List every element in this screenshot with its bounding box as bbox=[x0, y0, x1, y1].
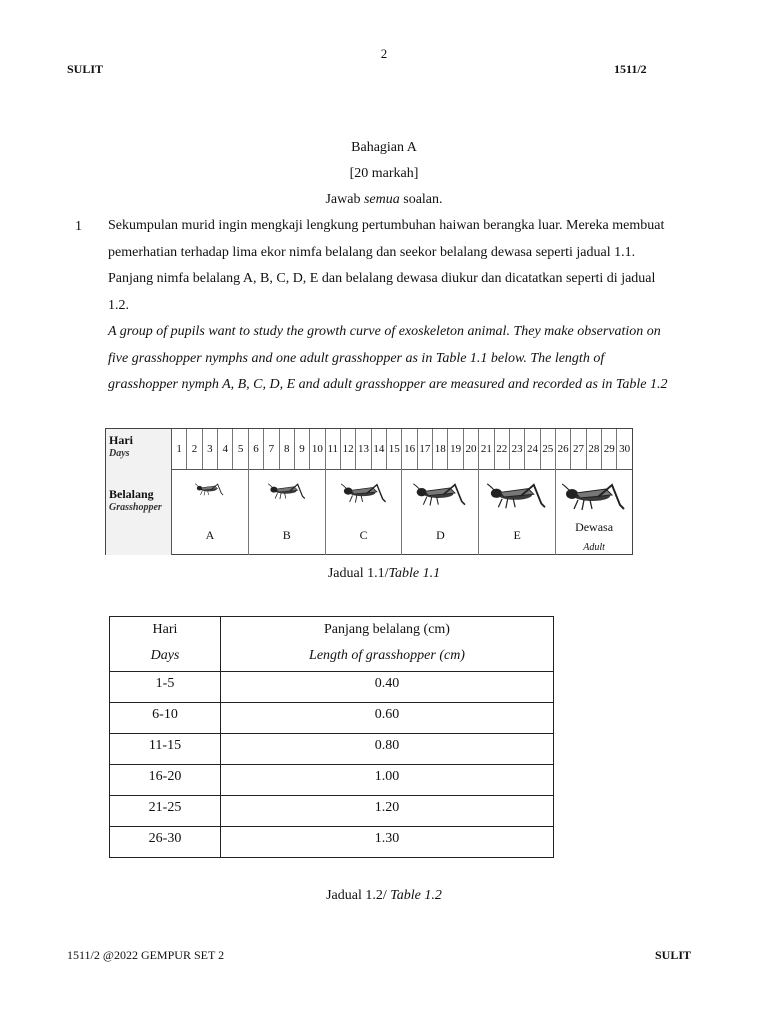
section-instruction: Jawab semua soalan. bbox=[325, 192, 443, 207]
table-row bbox=[110, 765, 554, 796]
grasshopper-icon bbox=[487, 469, 547, 516]
days-cell: 21-25 bbox=[110, 796, 221, 827]
day-cell: 24 bbox=[525, 429, 540, 469]
page-number: 2 bbox=[380, 46, 388, 61]
grasshopper-group bbox=[172, 469, 249, 555]
grasshopper-groups bbox=[172, 469, 632, 555]
english-line: A group of pupils want to study the growth curve of exoskeleton animal. They make observation on bbox=[108, 324, 661, 339]
days-cell: 6-10 bbox=[110, 703, 221, 734]
day-cell: 19 bbox=[448, 429, 463, 469]
day-cell: 7 bbox=[264, 429, 279, 469]
grasshopper-group bbox=[479, 469, 556, 555]
table-row bbox=[110, 672, 554, 703]
table-header-row bbox=[110, 617, 554, 672]
grasshopper-label: Dewasa bbox=[575, 520, 614, 534]
grasshopper-icon bbox=[268, 469, 306, 506]
footer-classification: SULIT bbox=[655, 948, 692, 962]
day-cell: 16 bbox=[402, 429, 417, 469]
day-cell: 6 bbox=[249, 429, 264, 469]
grasshopper-row-label: Belalang Grasshopper bbox=[106, 469, 172, 555]
days-row-label: Hari Days bbox=[106, 429, 172, 469]
grasshopper-icon bbox=[562, 469, 626, 518]
grasshopper-label-english: Adult bbox=[583, 542, 605, 553]
footer-code: 1511/2 @2022 GEMPUR SET 2 bbox=[67, 948, 225, 962]
grasshopper-row bbox=[106, 469, 632, 555]
day-cell: 8 bbox=[280, 429, 295, 469]
section-marks: [20 markah] bbox=[349, 166, 419, 181]
day-cell: 10 bbox=[310, 429, 325, 469]
length-cell: 1.20 bbox=[221, 796, 554, 827]
table-1-1-caption: Jadual 1.1/Table 1.1 bbox=[327, 566, 441, 581]
day-cell: 14 bbox=[372, 429, 387, 469]
day-cells bbox=[172, 429, 632, 469]
day-cell: 30 bbox=[619, 443, 631, 455]
table-row bbox=[110, 734, 554, 765]
grasshopper-icon bbox=[413, 469, 467, 513]
day-cell: 3 bbox=[203, 429, 218, 469]
col-days-header: Hari Days bbox=[110, 617, 221, 672]
malay-line: Sekumpulan murid ingin mengkaji lengkung pertumbuhan haiwan berangka luar. Mereka membuat bbox=[108, 218, 665, 233]
day-cell: 13 bbox=[356, 429, 371, 469]
grasshopper-group bbox=[326, 469, 403, 555]
table-1-1 bbox=[105, 428, 633, 555]
day-cell: 23 bbox=[510, 429, 525, 469]
days-row bbox=[106, 429, 632, 470]
day-cell: 26 bbox=[556, 429, 571, 469]
grasshopper-icon bbox=[341, 469, 387, 510]
day-cell: 18 bbox=[433, 429, 448, 469]
header-classification: SULIT bbox=[67, 62, 104, 76]
grasshopper-group bbox=[249, 469, 326, 555]
table-row bbox=[110, 827, 554, 858]
english-line: grasshopper nymph A, B, C, D, E and adult grasshopper are measured and recorded as in Table 1.2 bbox=[108, 377, 668, 392]
day-cell: 12 bbox=[341, 429, 356, 469]
table-1-2-caption: Jadual 1.2/ Table 1.2 bbox=[326, 888, 442, 903]
days-cell: 16-20 bbox=[110, 765, 221, 796]
days-cell: 26-30 bbox=[110, 827, 221, 858]
day-cell: 2 bbox=[187, 429, 202, 469]
grasshopper-icon bbox=[195, 469, 224, 502]
grasshopper-group bbox=[556, 469, 632, 555]
day-cell: 1 bbox=[172, 429, 187, 469]
question-text-malay bbox=[108, 213, 728, 319]
question-number: 1 bbox=[75, 219, 82, 234]
day-cell: 21 bbox=[479, 429, 494, 469]
days-cell: 1-5 bbox=[110, 672, 221, 703]
table-row bbox=[110, 703, 554, 734]
day-cell: 20 bbox=[464, 429, 479, 469]
grasshopper-label: D bbox=[436, 528, 445, 542]
day-cell: 27 bbox=[571, 429, 586, 469]
day-cell: 11 bbox=[326, 429, 341, 469]
col-length-header: Panjang belalang (cm) Length of grasshopper (cm) bbox=[221, 617, 554, 672]
days-cell: 11-15 bbox=[110, 734, 221, 765]
day-cell: 28 bbox=[587, 429, 602, 469]
grasshopper-label: B bbox=[282, 528, 291, 542]
grasshopper-label: C bbox=[359, 528, 368, 542]
malay-line: 1.2. bbox=[108, 297, 129, 313]
day-cell: 9 bbox=[295, 429, 310, 469]
header-paper-code: 1511/2 bbox=[614, 62, 647, 76]
day-cell: 22 bbox=[495, 429, 510, 469]
length-cell: 0.40 bbox=[221, 672, 554, 703]
day-cell: 5 bbox=[233, 429, 248, 469]
day-cell: 25 bbox=[541, 429, 556, 469]
day-cell: 15 bbox=[387, 429, 402, 469]
question-text-english bbox=[108, 319, 728, 399]
length-cell: 0.60 bbox=[221, 703, 554, 734]
table-row bbox=[110, 796, 554, 827]
length-cell: 1.30 bbox=[221, 827, 554, 858]
malay-line: Panjang nimfa belalang A, B, C, D, E dan belalang dewasa diukur dan dicatatkan seperti di jadual bbox=[108, 271, 656, 286]
table-1-2 bbox=[109, 616, 554, 858]
length-cell: 1.00 bbox=[221, 765, 554, 796]
section-title: Bahagian A bbox=[351, 140, 417, 155]
grasshopper-group bbox=[402, 469, 479, 555]
day-cell: 29 bbox=[602, 429, 617, 469]
malay-line: pemerhatian terhadap lima ekor nimfa belalang dan seekor belalang dewasa seperti jadual 1.1. bbox=[108, 244, 636, 260]
day-cell: 4 bbox=[218, 429, 233, 469]
grasshopper-label: E bbox=[513, 528, 521, 542]
grasshopper-label: A bbox=[205, 528, 215, 542]
english-line: five grasshopper nymphs and one adult grasshopper as in Table 1.1 below. The length of bbox=[108, 350, 605, 366]
length-cell: 0.80 bbox=[221, 734, 554, 765]
day-cell: 17 bbox=[418, 429, 433, 469]
